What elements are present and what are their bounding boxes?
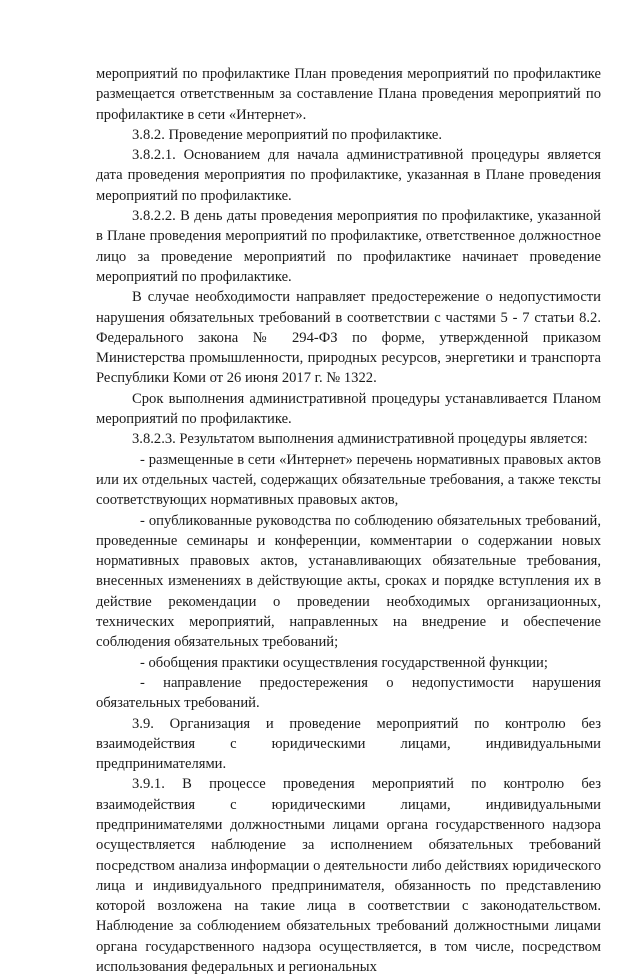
paragraph-deadline: Срок выполнения административной процедуры устанавливается Планом мероприятий по профилактике. xyxy=(96,390,601,428)
paragraph-3-8-2-1: 3.8.2.1. Основанием для начала административной процедуры является дата проведения мероприятия по профилактике, указанная в Плане проведения мероприятий по профилактике. xyxy=(96,147,601,204)
list-item-warning: - направление предостережения о недопустимости нарушения обязательных требований. xyxy=(96,674,601,712)
paragraph-3-9-1: 3.9.1. В процессе проведения мероприятий по контролю без взаимодействия с юридическими лицами, индивидуальными предпринимателями должностными лицами органа государственного надзора осуществляется наблюдение за исполнением обязательных требований посредством анализа информации о деятельности либо действиях юридического лица и индивидуального предпринимателя, обязанность по представлению которой возложена на такие лица в соответствии с законодательством. Наблюдение за соблюдением обязательных требований должностными лицами органа государственного надзора осуществляется, в том числе, посредством использования федеральных и региональных xyxy=(96,776,601,976)
list-item-practice: - обобщения практики осуществления государственной функции; xyxy=(140,654,548,671)
section-heading-3-8-2: 3.8.2. Проведение мероприятий по профилактике. xyxy=(132,126,443,143)
paragraph-continuation: мероприятий по профилактике План проведения мероприятий по профилактике размещается ответственным за составление Плана проведения мероприятий по профилактике в сети «Интернет». xyxy=(96,66,601,123)
section-heading-3-9: 3.9. Организация и проведение мероприятий по контролю без взаимодействия с юридическими лицами, индивидуальными предпринимателями. xyxy=(96,715,601,773)
document-body xyxy=(96,64,601,977)
paragraph-warning: В случае необходимости направляет предостережение о недопустимости нарушения обязательных требований в соответствии с частями 5 - 7 статьи 8.2. Федерального закона № 294-ФЗ по форме, утвержденной приказом Министерства промышленности, природных ресурсов, энергетики и транспорта Республики Коми от 26 июня 2017 г. № 1322. xyxy=(96,289,601,387)
paragraph-3-8-2-3: 3.8.2.3. Результатом выполнения административной процедуры является: xyxy=(132,431,588,448)
paragraph-3-8-2-2: 3.8.2.2. В день даты проведения мероприятия по профилактике, указанной в Плане проведения мероприятий по профилактике, ответственное должностное лицо за проведение мероприятий по профилактике начинает проведение мероприятий по профилактике. xyxy=(96,208,601,285)
list-item-internet: - размещенные в сети «Интернет» перечень нормативных правовых актов или их отдельных частей, содержащих обязательные требования, а также тексты соответствующих нормативных правовых актов, xyxy=(96,451,601,509)
list-item-guides: - опубликованные руководства по соблюдению обязательных требований, проведенные семинары и конференции, комментарии о содержании новых нормативных правовых актов, устанавливающих обязательные требования, внесенных изменениях в действующие акты, сроках и порядке вступления их в действие рекомендации о проведении необходимых организационных, технических мероприятий, направленных на внедрение и обеспечение соблюдения обязательных требований; xyxy=(96,512,601,651)
